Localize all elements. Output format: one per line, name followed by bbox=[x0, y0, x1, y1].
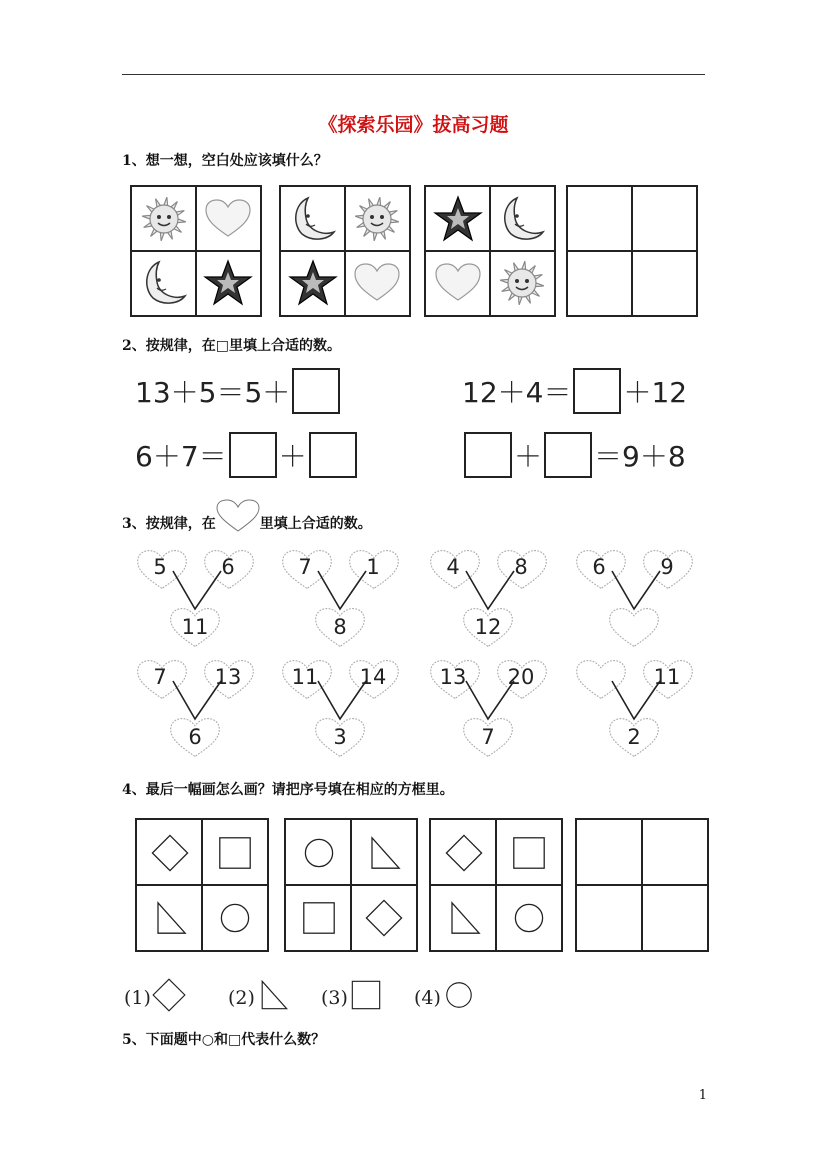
q1-grid-4[interactable] bbox=[566, 185, 698, 317]
q4-grid-1 bbox=[135, 818, 269, 952]
diamond-icon bbox=[431, 820, 496, 885]
heart-number-left: 5 bbox=[153, 555, 167, 579]
q4-grid-2 bbox=[284, 818, 418, 952]
option-label: (1) bbox=[124, 986, 151, 1009]
heart-icon bbox=[345, 251, 409, 315]
option-label: (2) bbox=[228, 986, 255, 1009]
heart-number-left: 11 bbox=[291, 665, 319, 689]
page-title: 《探索乐园》拔高习题 bbox=[318, 114, 509, 136]
square-icon bbox=[348, 977, 384, 1018]
diamond-icon bbox=[137, 820, 202, 885]
heart-number-right: 14 bbox=[359, 665, 387, 689]
heart-shape bbox=[610, 609, 659, 647]
option-1 bbox=[124, 977, 187, 1018]
circle-icon bbox=[496, 885, 561, 950]
triangle-icon bbox=[255, 977, 291, 1018]
equation-2 bbox=[462, 366, 687, 416]
empty-cell[interactable] bbox=[642, 885, 707, 950]
empty-cell[interactable] bbox=[632, 187, 696, 251]
option-label: (4) bbox=[414, 986, 441, 1009]
question-3-text-after: 里填上合适的数。 bbox=[259, 516, 372, 532]
heart-number-right: 11 bbox=[653, 665, 681, 689]
header-rule bbox=[122, 74, 705, 75]
circle-icon bbox=[441, 977, 477, 1018]
equation-2-left: 12＋4＝ bbox=[462, 376, 572, 409]
answer-box[interactable] bbox=[292, 368, 340, 414]
heart-number-left: 7 bbox=[298, 555, 312, 579]
heart-number-right: 6 bbox=[221, 555, 235, 579]
equation-3-plus: ＋ bbox=[278, 440, 307, 473]
option-4 bbox=[414, 977, 477, 1018]
diamond-icon bbox=[351, 885, 416, 950]
option-3 bbox=[321, 977, 384, 1018]
circle-icon bbox=[202, 885, 267, 950]
triangle-icon bbox=[431, 885, 496, 950]
heart-number-left: 4 bbox=[446, 555, 460, 579]
page-number: 1 bbox=[698, 1088, 707, 1103]
heart-number-sum: 7 bbox=[481, 725, 495, 749]
q1-grid-3 bbox=[424, 185, 556, 317]
q1-grid-1 bbox=[130, 185, 262, 317]
equation-4-right: ＝9＋8 bbox=[594, 440, 686, 473]
star-icon bbox=[196, 251, 260, 315]
square-icon bbox=[286, 885, 351, 950]
question-4-text: 4、最后一幅画怎么画？请把序号填在相应的方框里。 bbox=[122, 782, 454, 798]
sun-icon bbox=[345, 187, 409, 251]
heart-number-sum: 2 bbox=[627, 725, 641, 749]
question-1-text: 1、想一想，空白处应该填什么？ bbox=[122, 153, 328, 169]
answer-box[interactable] bbox=[229, 432, 277, 478]
question-5-text: 5、下面题中○和□代表什么数？ bbox=[122, 1032, 326, 1048]
q4-grid-3 bbox=[429, 818, 563, 952]
sun-icon bbox=[490, 251, 554, 315]
option-label: (3) bbox=[321, 986, 348, 1009]
empty-cell[interactable] bbox=[568, 187, 632, 251]
heart-number-left: 13 bbox=[439, 665, 467, 689]
heart-icon bbox=[196, 187, 260, 251]
heart-number-sum: 11 bbox=[181, 615, 209, 639]
star-icon bbox=[281, 251, 345, 315]
equation-2-right: ＋12 bbox=[623, 376, 688, 409]
question-2-text: 2、按规律，在□里填上合适的数。 bbox=[122, 338, 341, 354]
empty-cell[interactable] bbox=[642, 820, 707, 885]
answer-box[interactable] bbox=[464, 432, 512, 478]
heart-number-right: 1 bbox=[366, 555, 380, 579]
heart-number-sum: 6 bbox=[188, 725, 202, 749]
answer-box[interactable] bbox=[573, 368, 621, 414]
star-icon bbox=[426, 187, 490, 251]
equation-1 bbox=[135, 366, 342, 416]
diamond-icon bbox=[151, 977, 187, 1018]
moon-icon bbox=[132, 251, 196, 315]
triangle-icon bbox=[351, 820, 416, 885]
equation-4 bbox=[462, 430, 686, 480]
heart-icon bbox=[426, 251, 490, 315]
heart-number-sum: 3 bbox=[333, 725, 347, 749]
equation-3-left: 6＋7＝ bbox=[135, 440, 227, 473]
answer-box[interactable] bbox=[309, 432, 357, 478]
square-icon bbox=[202, 820, 267, 885]
question-3-text-before: 3、按规律，在 bbox=[122, 516, 216, 532]
empty-cell[interactable] bbox=[577, 885, 642, 950]
circle-icon bbox=[286, 820, 351, 885]
heart-icon bbox=[216, 499, 260, 533]
heart-number-left: 6 bbox=[592, 555, 606, 579]
triangle-icon bbox=[137, 885, 202, 950]
q1-grid-2 bbox=[279, 185, 411, 317]
empty-cell[interactable] bbox=[577, 820, 642, 885]
heart-number-sum: 12 bbox=[474, 615, 502, 639]
heart-number-right: 13 bbox=[214, 665, 242, 689]
heart-number-left: 7 bbox=[153, 665, 167, 689]
empty-cell[interactable] bbox=[568, 251, 632, 315]
answer-box[interactable] bbox=[544, 432, 592, 478]
empty-cell[interactable] bbox=[632, 251, 696, 315]
q4-grid-4[interactable] bbox=[575, 818, 709, 952]
question-3-text bbox=[122, 513, 372, 533]
sun-icon bbox=[132, 187, 196, 251]
equation-3 bbox=[135, 430, 359, 480]
equation-4-plus: ＋ bbox=[514, 440, 543, 473]
equation-1-text: 13＋5＝5＋ bbox=[135, 376, 291, 409]
heart-number-right: 8 bbox=[514, 555, 528, 579]
moon-icon bbox=[490, 187, 554, 251]
heart-number-right: 9 bbox=[660, 555, 674, 579]
square-icon bbox=[496, 820, 561, 885]
heart-number-right: 20 bbox=[507, 665, 535, 689]
option-2 bbox=[228, 977, 291, 1018]
moon-icon bbox=[281, 187, 345, 251]
heart-number-sum: 8 bbox=[333, 615, 347, 639]
